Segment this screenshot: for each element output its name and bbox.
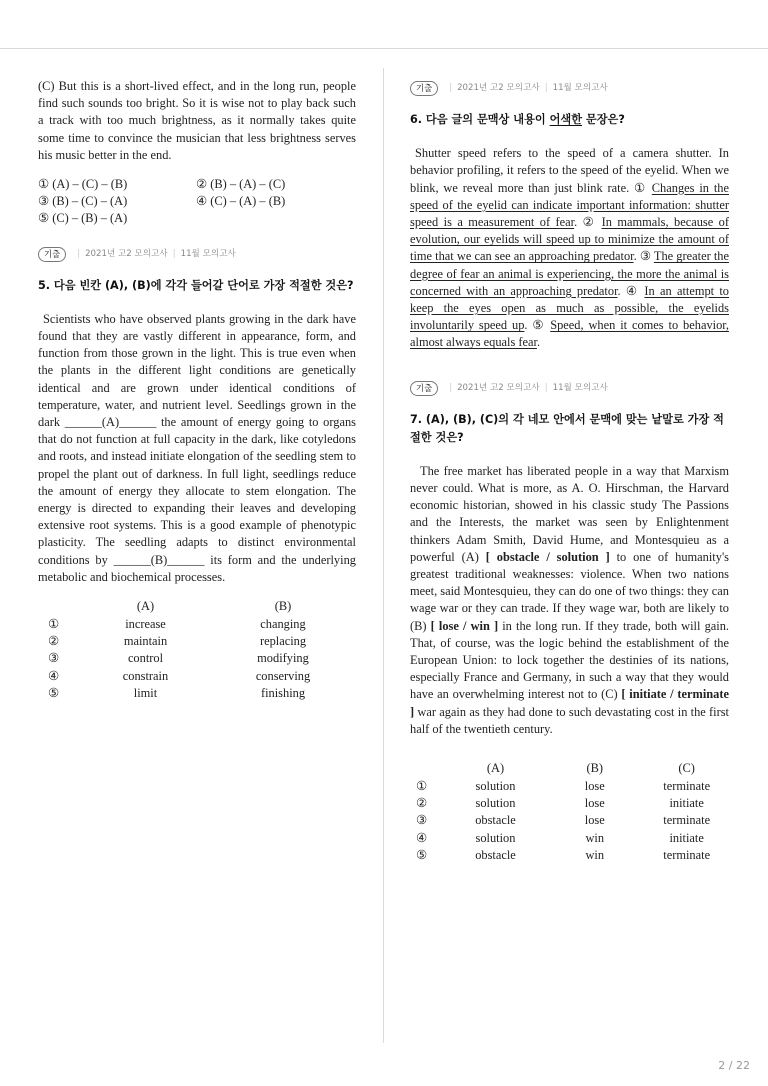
- q5-passage-part3: its form and the underlying metabolic and biochemical processes.: [38, 552, 356, 584]
- q7-part-3: in the long run. If they trade, both will gain. That, of course, was the logic behind the establishment of the European Union: to lock together the destinies of its nations, especially France and Germany, in such a way that they would have an overwhelming interest not to (C): [410, 618, 729, 702]
- separator: |: [449, 83, 453, 93]
- separator: |: [544, 382, 548, 393]
- q7-source-year: 2021년 고2 모의고사: [457, 382, 540, 393]
- right-column: [410, 80, 729, 864]
- choice-b: changing: [260, 616, 306, 631]
- q6-marker-5: . ⑤: [524, 318, 551, 333]
- header-a: (A): [486, 761, 505, 776]
- table-row[interactable]: [48, 668, 353, 685]
- top-rule: [0, 48, 768, 49]
- q7-answer-table: [416, 760, 729, 864]
- choice-b: conserving: [255, 668, 311, 683]
- q7-source-month: 11월 모의고사: [552, 382, 608, 393]
- table-header-row: [48, 598, 353, 615]
- table-row[interactable]: [416, 830, 729, 847]
- choice-a: control: [127, 651, 164, 666]
- choice-b: win: [585, 848, 605, 863]
- separator: |: [544, 83, 548, 93]
- q5-passage-part1: Scientists who have observed plants growing in the dark have found that they are vastly different in appearance, form, and function from those grown in the light. This is true even when the plants in the different light conditions are genetically identical and are grown under identical conditions of temperature, water, and nutrient level. Seedlings grown in the dark: [38, 311, 356, 430]
- q4-option-5[interactable]: ⑤ (C) – (B) – (A): [38, 211, 128, 226]
- header-c: (C): [678, 761, 695, 776]
- header-b: (B): [586, 761, 604, 776]
- choice-b: lose: [584, 795, 605, 810]
- past-exam-badge: 기출: [38, 247, 66, 262]
- q7-choice-box-c: [ initiate / terminate ]: [410, 687, 729, 719]
- q4-option-3[interactable]: ③ (B) – (C) – (A): [38, 194, 128, 209]
- table-row[interactable]: [416, 847, 729, 864]
- choice-a: obstacle: [475, 813, 516, 828]
- q7-part-2: to one of humanity's greatest traditional weaknesses: violence. When two nations meet, said Montesquieu, they can do one of two things: they can wage war or they can trade. If they wage war, both are likely to (B): [410, 549, 730, 633]
- choice-a: solution: [475, 795, 516, 810]
- choice-number: ②: [48, 633, 60, 648]
- q7-choice-box-a: [ obstacle / solution ]: [485, 549, 610, 564]
- q7-choice-box-b: [ lose / win ]: [430, 618, 499, 633]
- choice-a: maintain: [123, 633, 168, 648]
- past-exam-badge: 기출: [410, 81, 438, 96]
- q6-sentence-3[interactable]: The greater the degree of fear an animal is experiencing, the more the animal is concerned with an approaching predator: [410, 249, 729, 298]
- q5-answer-table: [48, 598, 353, 702]
- choice-b: modifying: [257, 651, 309, 666]
- header-a: (A): [136, 599, 155, 614]
- q5-title: 5. 다음 빈칸 (A), (B)에 각각 들어갈 단어로 가장 적절한 것은?: [38, 278, 354, 292]
- header-b: (B): [274, 599, 292, 614]
- table-row[interactable]: [416, 795, 729, 812]
- q5-source-line: [38, 246, 356, 263]
- table-header-row: [416, 760, 729, 777]
- table-row[interactable]: [416, 812, 729, 829]
- q6-title-text: 6. 다음 글의 문맥상 내용이: [410, 113, 550, 127]
- choice-b: replacing: [259, 633, 307, 648]
- column-divider: [383, 68, 384, 1043]
- q5-blank-b: ______(B)______: [113, 552, 205, 567]
- table-row[interactable]: [48, 615, 353, 632]
- q6-sentence-1[interactable]: Changes in the speed of the eyelid can indicate important information: shutter speed is a measurement of fear: [410, 180, 729, 230]
- q6-marker-3: . ③: [633, 249, 654, 264]
- choice-number: ④: [416, 830, 428, 845]
- choice-number: ⑤: [416, 848, 428, 863]
- choice-number: ③: [48, 651, 60, 666]
- choice-number: ③: [416, 813, 428, 828]
- q4-passage-end: (C) But this is a short-lived effect, and in the long run, people find such sounds too bright. So it is wise not to play back such a track with too much brightness, as it normally takes quite some time to convince the musician that less brightness serves his music better in the end.: [38, 79, 356, 162]
- q7-part-4: war again as they had done to such devastating cost in the first half of the twentieth century.: [410, 704, 729, 736]
- choice-number: ①: [416, 778, 428, 793]
- choice-number: ②: [416, 795, 428, 810]
- choice-a: increase: [125, 616, 166, 631]
- choice-c: terminate: [663, 848, 711, 863]
- choice-a: solution: [475, 778, 516, 793]
- choice-c: initiate: [669, 830, 704, 845]
- separator: |: [449, 382, 453, 393]
- q6-sentence-2[interactable]: In mammals, because of evolution, our eyelids will speed up to minimize the amount of time that we can see an approaching predator: [410, 215, 730, 264]
- page-number: 2 / 22: [718, 1059, 750, 1072]
- q5-passage-part2: the amount of energy going to organs that do not function at full capacity in the dark, like cotyledons and roots, and instead initiate elongation of the seedling stem to propel the plant out of darkness. In full light, seedlings reduce the amount of energy they allocate to stem elongation. The energy is directed to expanding their leaves and developing extensive root systems. This is a good example of phenotypic plasticity. The seedling adapts to distinct environmental conditions by: [38, 415, 356, 567]
- q6-source-month: 11월 모의고사: [552, 83, 608, 93]
- choice-a: limit: [133, 686, 158, 701]
- q7-part-1: The free market has liberated people in a way that Marxism never could. What is more, as A. O. Hirschman, the Harvard economic historian, showed in his classic study The Passions and the Interests, the market was seen by Enlightenment thinkers Adam Smith, David Hume, and Montesquieu as a powerful (A): [410, 463, 729, 564]
- table-row[interactable]: [48, 685, 353, 702]
- left-column: [38, 78, 356, 702]
- q4-option-2[interactable]: ② (B) – (A) – (C): [196, 177, 286, 192]
- choice-b: lose: [584, 778, 605, 793]
- q6-sentence-4[interactable]: In an attempt to keep the eyes open as much as possible, the eyelids involuntarily speed up: [410, 283, 730, 333]
- q7-title: 7. (A), (B), (C)의 각 네모 안에서 문맥에 맞는 낱말로 가장 적절한 것은?: [410, 412, 724, 444]
- choice-c: terminate: [663, 813, 711, 828]
- choice-number: ⑤: [48, 686, 60, 701]
- q6-source-year: 2021년 고2 모의고사: [457, 83, 540, 93]
- choice-b: lose: [584, 813, 605, 828]
- q5-blank-a: ______(A)______: [64, 415, 157, 430]
- choice-c: initiate: [669, 795, 704, 810]
- separator: |: [77, 248, 81, 259]
- table-row[interactable]: [48, 633, 353, 650]
- q4-options: [38, 176, 356, 228]
- q5-source-month: 11월 모의고사: [180, 248, 236, 259]
- choice-a: constrain: [122, 668, 169, 683]
- q5-passage: [38, 311, 356, 586]
- q6-source-line: [410, 80, 729, 97]
- q6-sentence-5[interactable]: Speed, when it comes to behavior, almost always equals fear: [410, 318, 730, 350]
- q6-lead: Shutter speed refers to the speed of a camera shutter. In behavior profiling, it refers to the speed of the eyelid. When we blink, we reveal more than just blink rate. ①: [410, 146, 729, 195]
- q4-option-1[interactable]: ① (A) – (C) – (B): [38, 177, 128, 192]
- q7-passage: [410, 463, 729, 738]
- choice-b: win: [585, 830, 605, 845]
- q6-end-period: .: [536, 335, 541, 350]
- q6-title-emphasis: 어색한: [549, 113, 583, 127]
- q7-source-line: [410, 380, 729, 397]
- choice-number: ④: [48, 668, 60, 683]
- choice-b: finishing: [260, 686, 306, 701]
- q5-source-year: 2021년 고2 모의고사: [85, 248, 168, 259]
- table-row[interactable]: [416, 777, 729, 794]
- q6-passage: [410, 145, 729, 351]
- choice-a: solution: [475, 830, 516, 845]
- choice-a: obstacle: [475, 848, 516, 863]
- q6-marker-4: . ④: [617, 283, 645, 298]
- q6-marker-2: . ②: [574, 215, 602, 230]
- q6-title: [410, 111, 729, 129]
- q6-title-text-end: 문장은?: [582, 113, 625, 127]
- choice-c: terminate: [663, 778, 711, 793]
- past-exam-badge: 기출: [410, 381, 438, 396]
- choice-number: ①: [48, 616, 60, 631]
- separator: |: [172, 248, 176, 259]
- q4-option-4[interactable]: ④ (C) – (A) – (B): [196, 194, 286, 209]
- table-row[interactable]: [48, 650, 353, 667]
